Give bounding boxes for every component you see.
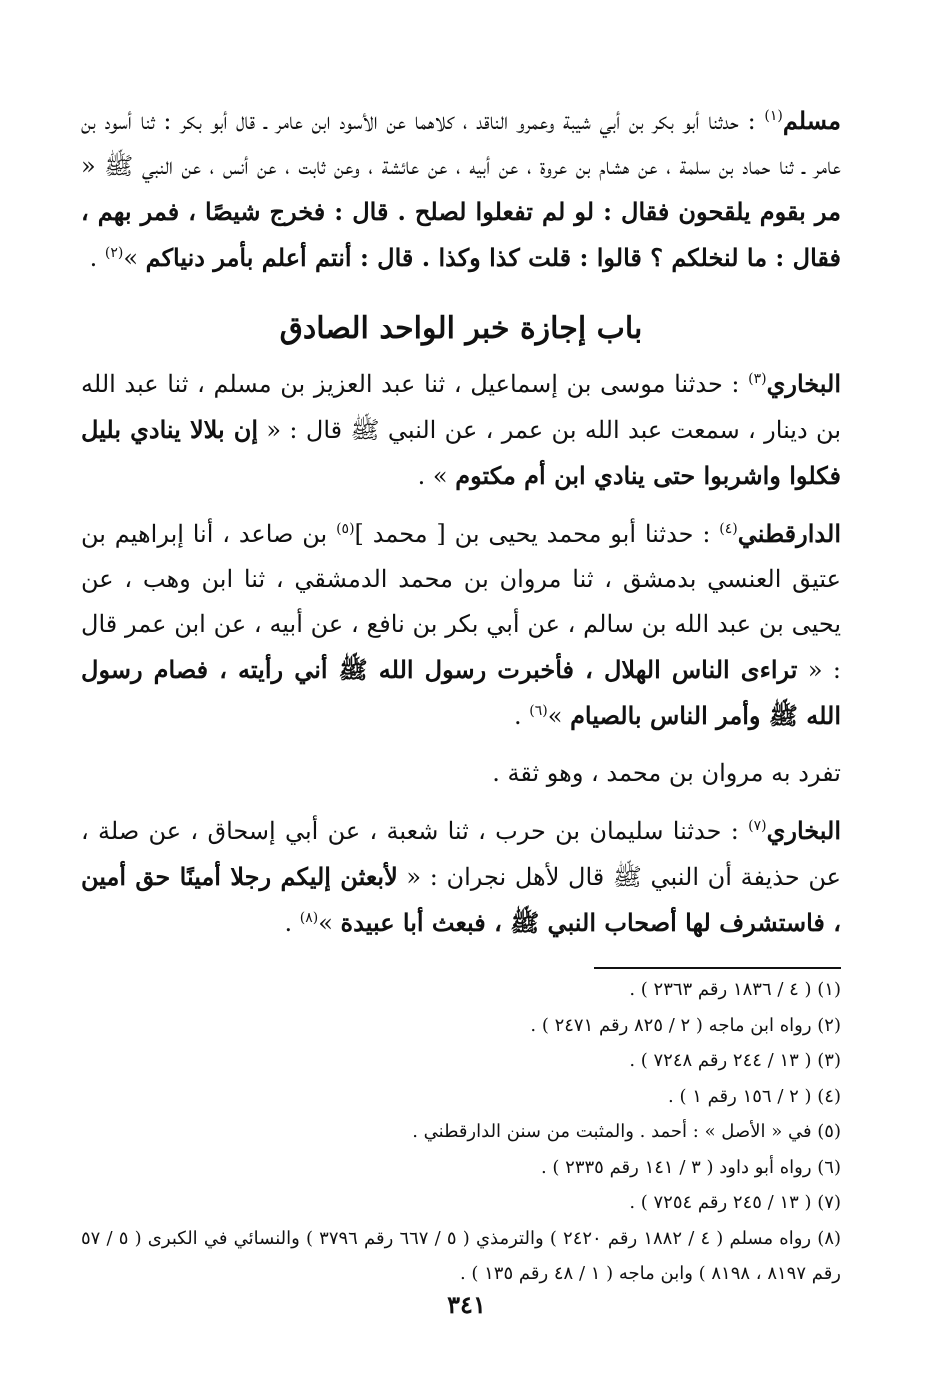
paragraph-end: .: [514, 702, 530, 730]
footnote-ref[interactable]: (٣): [748, 371, 767, 387]
footnote-7: (٧) ( ١٣ / ٢٤٥ رقم ٧٢٥٤ ) .: [629, 1192, 841, 1213]
paragraph-text: : حدثنا أبو بكر بن أبي شيبة وعمرو الناقد ، كلاهما عن الأسود ابن عامر ـ قال أبو بكر : ثنا أسود بن عامر ـ ثنا حماد بن سلمة ، عن هشام بن عروة ، عن أبيه ، عن عائشة ، وعن ثابت ، عن أنس ، عن النبي ﷺ «: [81, 107, 841, 180]
footnote-5: (٥) في « الأصل » : أحمد . والمثبت من سنن الدارقطني .: [412, 1121, 841, 1142]
hadith-text: إن بلالا ينادي بليل فكلوا واشربوا حتى ينادي ابن أم مكتوم: [81, 415, 841, 490]
footnote-ref[interactable]: (٨): [299, 910, 319, 926]
footnote-ref[interactable]: (٦): [529, 703, 548, 719]
footnote-ref[interactable]: (٧): [748, 818, 767, 834]
quote-close: »: [318, 909, 341, 937]
hadith-text: مر بقوم يلقحون فقال : لو لم تفعلوا لصلح . قال : فخرج شيصًا ، فمر بهم ، فقال : ما لنخلكم ؟ قالوا : قلت كذا وكذا . قال : أنتم أعلم بأمر دنياكم: [81, 197, 841, 272]
source-name: البخاري: [766, 369, 841, 398]
paragraph-end: .: [89, 244, 105, 272]
footnote-1: (١) ( ٤ / ١٨٣٦ رقم ٢٣٦٣ ) .: [629, 979, 841, 1000]
source-name: مسلم: [782, 106, 841, 135]
section-heading: باب إجازة خبر الواحد الصادق: [279, 311, 643, 346]
footnote-2: (٢) رواه ابن ماجه ( ٢ / ٨٢٥ رقم ٢٤٧١ ) .: [530, 1014, 841, 1036]
quote-close: »: [123, 244, 146, 272]
source-name: البخاري: [766, 816, 841, 845]
paragraph-end: » .: [417, 462, 456, 490]
footnote-8: (٨) رواه مسلم ( ٤ / ١٨٨٢ رقم ٢٤٢٠ ) والترمذي ( ٥ / ٦٦٧ رقم ٣٧٩٦ ) والنسائي في الكبرى ( ٥ / ٥٧ رقم ٨١٩٧ ، ٨١٩٨ ) وابن ماجه ( ١ / ٤٨ رقم ١٣٥ ) .: [81, 1227, 842, 1284]
source-name: الدارقطني: [737, 519, 841, 548]
paragraph-bukhari-2: [81, 808, 841, 946]
paragraph-muslim: [81, 98, 841, 281]
footnote-ref[interactable]: (٢): [104, 245, 124, 261]
paragraph-daraqutni: [81, 511, 841, 739]
footnote-3: (٣) ( ١٣ / ٢٤٤ رقم ٧٢٤٨ ) .: [629, 1050, 841, 1071]
paragraph-text: : حدثنا موسى بن إسماعيل ، ثنا عبد العزيز بن مسلم ، ثنا عبد الله بن دينار ، سمعت عبد الله بن عمر ، عن النبي ﷺ قال : «: [81, 370, 841, 444]
page-number: ٣٤١: [447, 1290, 486, 1319]
footnote-6: (٦) رواه أبو داود ( ٣ / ١٤١ رقم ٢٣٣٥ ) .: [540, 1156, 841, 1178]
main-text: [81, 98, 841, 946]
footnote-4: (٤) ( ٢ / ١٥٦ رقم ١ ) .: [668, 1085, 841, 1107]
footnotes: [81, 972, 841, 1292]
paragraph-bukhari-1: [81, 361, 841, 499]
footnote-ref[interactable]: (١): [764, 108, 783, 124]
footnote-ref[interactable]: (٥): [336, 521, 355, 537]
paragraph-end: .: [284, 909, 300, 937]
footnote-separator: [594, 967, 841, 969]
paragraph-comment: تفرد به مروان بن محمد ، وهو ثقة .: [492, 759, 841, 787]
paragraph-text: : حدثنا سليمان بن حرب ، ثنا شعبة ، عن أبي إسحاق ، عن صلة ، عن حذيفة أن النبي ﷺ قال لأهل نجران : «: [81, 817, 841, 891]
footnote-ref[interactable]: (٤): [719, 521, 738, 537]
quote-close: »: [547, 702, 571, 730]
hadith-text: تراءى الناس الهلال ، فأخبرت رسول الله ﷺ أني رأيته ، فصام رسول الله ﷺ وأمر الناس بالصيام: [81, 655, 841, 730]
hadith-text: لأبعثن إليكم رجلا أمينًا حق أمين ، فاستشرف لها أصحاب النبي ﷺ ، فبعث أبا عبيدة: [81, 862, 841, 937]
paragraph-text: بن صاعد ، أنا إبراهيم بن عتيق العنسي بدمشق ، ثنا مروان بن محمد الدمشقي ، ثنا ابن وهب ، عن يحيى بن عبد الله بن سالم ، عن أبي بكر بن نافع ، عن أبيه ، عن ابن عمر قال : «: [81, 520, 841, 684]
paragraph-text: : حدثنا أبو محمد يحيى بن [ محمد ]: [354, 520, 720, 548]
